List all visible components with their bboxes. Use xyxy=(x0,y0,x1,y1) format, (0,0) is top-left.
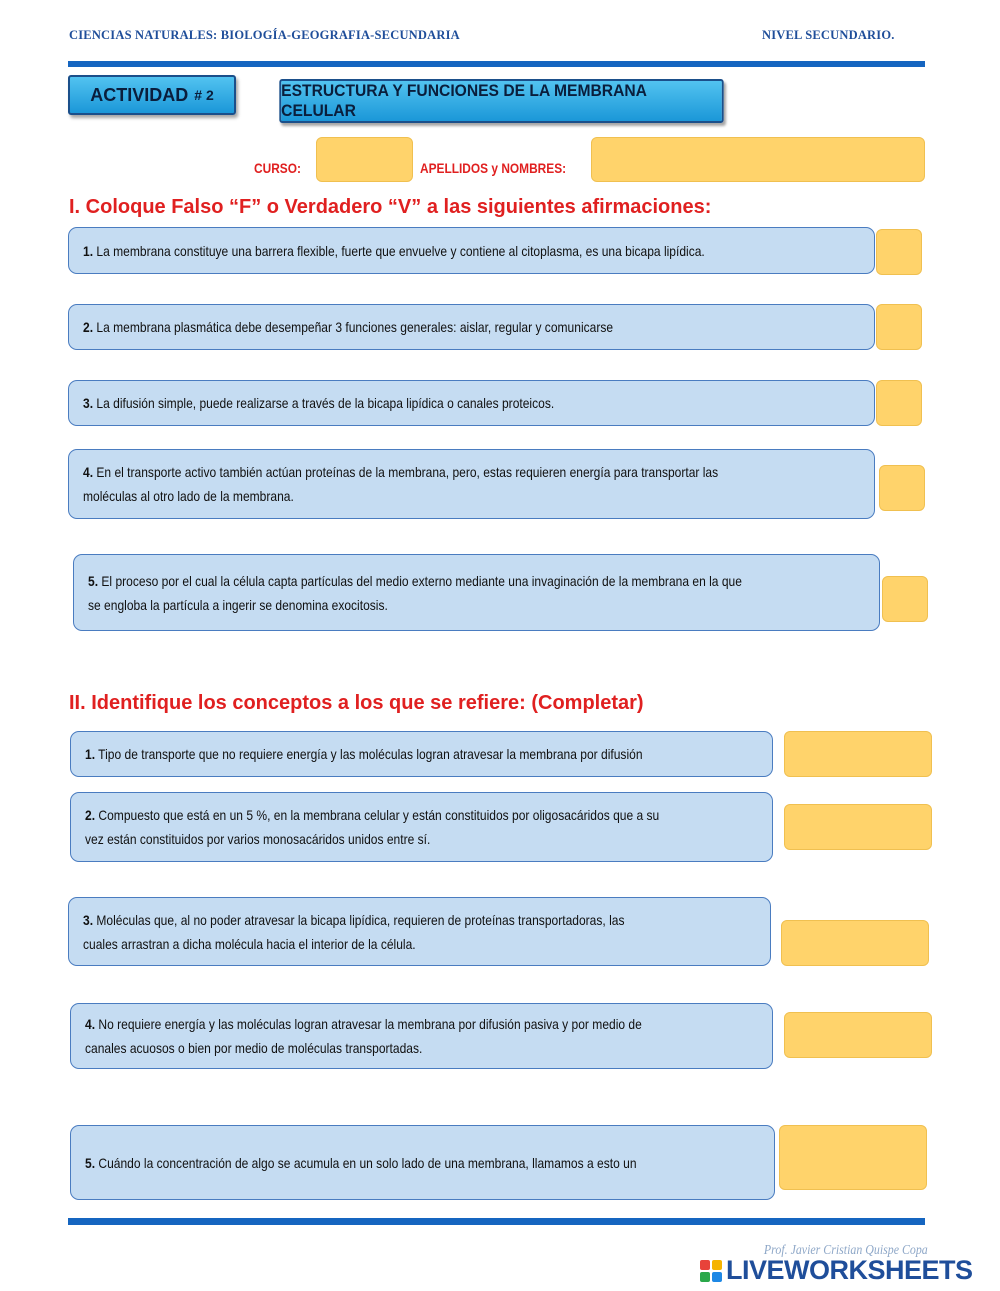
top-divider xyxy=(68,61,925,67)
concept-question-3 xyxy=(68,897,771,966)
question-text: El proceso por el cual la célula capta partículas del medio externo mediante una invaginación de la membrana en la que se engloba la partícula a ingerir se denomina exocitosis. xyxy=(88,572,742,613)
question-text: La difusión simple, puede realizarse a través de la bicapa lipídica o canales proteicos. xyxy=(96,395,555,411)
tf-answer-1[interactable] xyxy=(876,229,922,275)
subject-suffix: BIOLOGÍA-GEOGRAFIA-SECUNDARIA xyxy=(220,28,460,42)
question-number: 1. xyxy=(83,242,94,259)
concept-answer-1[interactable] xyxy=(784,731,932,777)
concept-question-2 xyxy=(70,792,773,862)
nombres-input[interactable] xyxy=(591,137,925,182)
liveworksheets-logo xyxy=(700,1255,973,1286)
page-title: ESTRUCTURA Y FUNCIONES DE LA MEMBRANA CELULAR xyxy=(279,79,723,123)
nombres-label: APELLIDOS y NOMBRES: xyxy=(420,160,567,176)
activity-badge xyxy=(68,75,236,115)
question-text: Moléculas que, al no poder atravesar la bicapa lipídica, requieren de proteínas transportadoras, las cuales arrastran a dicha molécula hacia el interior de la célula. xyxy=(83,911,625,952)
tf-question-3 xyxy=(68,380,875,426)
bottom-divider xyxy=(68,1218,925,1225)
subject-prefix: CIENCIAS NATURALES: xyxy=(69,28,218,42)
question-text: En el transporte activo también actúan proteínas de la membrana, pero, estas requieren energía para transportar las moléculas al otro lado de la membrana. xyxy=(83,464,719,504)
tf-answer-5[interactable] xyxy=(882,576,928,622)
tf-question-4 xyxy=(68,449,875,519)
concept-answer-4[interactable] xyxy=(784,1012,932,1058)
question-number: 3. xyxy=(83,395,94,411)
concept-question-4 xyxy=(70,1003,773,1069)
tf-question-1 xyxy=(68,227,875,274)
question-text: Tipo de transporte que no requiere energía y las moléculas logran atravesar la membrana por difusión xyxy=(98,746,643,762)
tf-answer-3[interactable] xyxy=(876,380,922,426)
question-number: 4. xyxy=(85,1016,96,1032)
concept-answer-2[interactable] xyxy=(784,804,932,850)
question-text: La membrana plasmática debe desempeñar 3 funciones generales: aislar, regular y comunicarse xyxy=(96,319,614,335)
question-number: 4. xyxy=(83,464,94,480)
section2-heading: II. Identifique los conceptos a los que se refiere: (Completar) xyxy=(69,692,644,714)
logo-wordmark: LIVEWORKSHEETS xyxy=(726,1255,973,1285)
question-text: Compuesto que está en un 5 %, en la membrana celular y están constituidos por oligosacáridos que a su vez están constituidos por varios monosacáridos unidos entre sí. xyxy=(85,807,660,847)
question-text: Cuándo la concentración de algo se acumula en un solo lado de una membrana, llamamos a esto un xyxy=(98,1154,637,1171)
question-text: No requiere energía y las moléculas logran atravesar la membrana por difusión pasiva y por medio de canales acuosos o bien por medio de moléculas transportadas. xyxy=(85,1016,642,1056)
level-header: NIVEL SECUNDARIO. xyxy=(762,28,895,42)
logo-cubes-icon xyxy=(700,1260,722,1282)
activity-number: # 2 xyxy=(194,87,214,103)
author-signature: Prof. Javier Cristian Quispe Copa xyxy=(764,1243,928,1258)
concept-answer-5[interactable] xyxy=(779,1125,927,1190)
question-text: La membrana constituye una barrera flexible, fuerte que envuelve y contiene al citoplasma, es una bicapa lipídica. xyxy=(96,242,705,259)
curso-label: CURSO: xyxy=(254,160,301,176)
question-number: 5. xyxy=(85,1154,96,1171)
section1-heading: I. Coloque Falso “F” o Verdadero “V” a las siguientes afirmaciones: xyxy=(69,196,712,218)
question-number: 5. xyxy=(88,572,99,589)
concept-question-5 xyxy=(70,1125,775,1200)
tf-answer-4[interactable] xyxy=(879,465,925,511)
concept-question-1 xyxy=(70,731,773,777)
concept-answer-3[interactable] xyxy=(781,920,929,966)
activity-label: ACTIVIDAD xyxy=(90,84,189,105)
tf-answer-2[interactable] xyxy=(876,304,922,350)
question-number: 3. xyxy=(83,911,94,928)
tf-question-2 xyxy=(68,304,875,350)
subject-header xyxy=(69,28,460,43)
question-number: 1. xyxy=(85,746,96,762)
curso-input[interactable] xyxy=(316,137,413,182)
question-number: 2. xyxy=(85,807,96,823)
question-number: 2. xyxy=(83,319,94,335)
tf-question-5 xyxy=(73,554,880,631)
